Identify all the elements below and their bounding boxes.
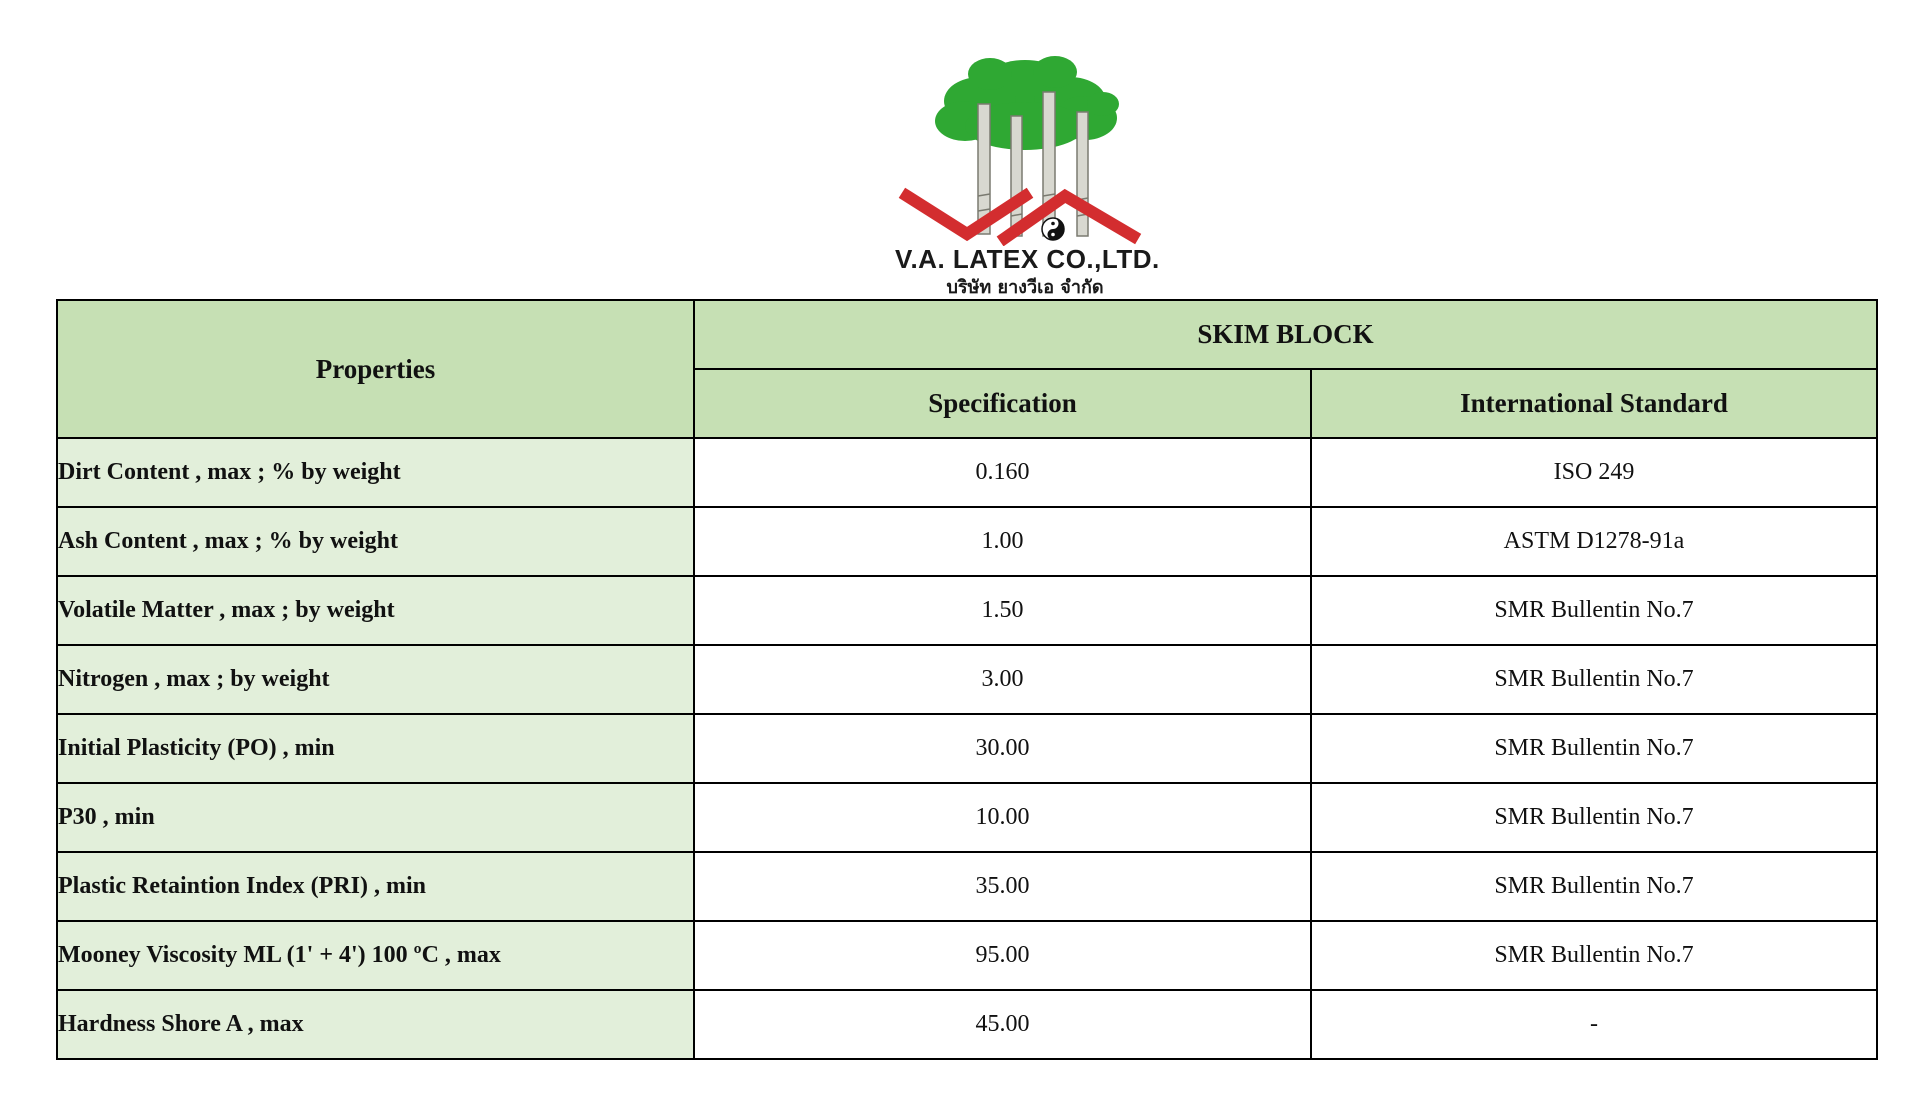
table-row [57,507,1877,576]
standard-cell: SMR Bullentin No.7 [1311,645,1877,714]
yin-yang-icon [1042,218,1064,240]
specification-cell: 30.00 [694,714,1311,783]
property-cell: Hardness Shore A , max [57,990,694,1059]
table-row [57,990,1877,1059]
specification-cell: 10.00 [694,783,1311,852]
standard-cell: ASTM D1278-91a [1311,507,1877,576]
standard-cell: SMR Bullentin No.7 [1311,921,1877,990]
table-row [57,714,1877,783]
property-cell: Ash Content , max ; % by weight [57,507,694,576]
table-row [57,576,1877,645]
table-row [57,438,1877,507]
logo-graphic [895,46,1155,246]
table-row [57,921,1877,990]
table-header-row [57,300,1877,369]
tree-foliage-icon [935,56,1119,150]
property-cell: Volatile Matter , max ; by weight [57,576,694,645]
property-cell: Plastic Retaintion Index (PRI) , min [57,852,694,921]
specification-cell: 95.00 [694,921,1311,990]
property-cell: Dirt Content , max ; % by weight [57,438,694,507]
table-row [57,852,1877,921]
specification-cell: 1.00 [694,507,1311,576]
company-name: V.A. LATEX CO.,LTD. [895,244,1160,274]
standard-cell: ISO 249 [1311,438,1877,507]
property-cell: Mooney Viscosity ML (1' + 4') 100 ºC , max [57,921,694,990]
specification-table [56,299,1878,1060]
standard-cell: SMR Bullentin No.7 [1311,852,1877,921]
specification-header: Specification [694,369,1311,438]
specification-cell: 3.00 [694,645,1311,714]
table-body [57,438,1877,1059]
properties-header: Properties [57,300,694,438]
skim-block-header: SKIM BLOCK [694,300,1877,369]
property-cell: P30 , min [57,783,694,852]
standard-cell: - [1311,990,1877,1059]
property-cell: Nitrogen , max ; by weight [57,645,694,714]
property-cell: Initial Plasticity (PO) , min [57,714,694,783]
specification-cell: 1.50 [694,576,1311,645]
table-row [57,783,1877,852]
standard-cell: SMR Bullentin No.7 [1311,576,1877,645]
company-logo [895,46,1160,298]
international-standard-header: International Standard [1311,369,1877,438]
specification-cell: 45.00 [694,990,1311,1059]
specification-cell: 0.160 [694,438,1311,507]
table-row [57,645,1877,714]
standard-cell: SMR Bullentin No.7 [1311,783,1877,852]
standard-cell: SMR Bullentin No.7 [1311,714,1877,783]
company-name-thai: บริษัท ยางวีเอ จำกัด [946,277,1104,298]
specification-cell: 35.00 [694,852,1311,921]
